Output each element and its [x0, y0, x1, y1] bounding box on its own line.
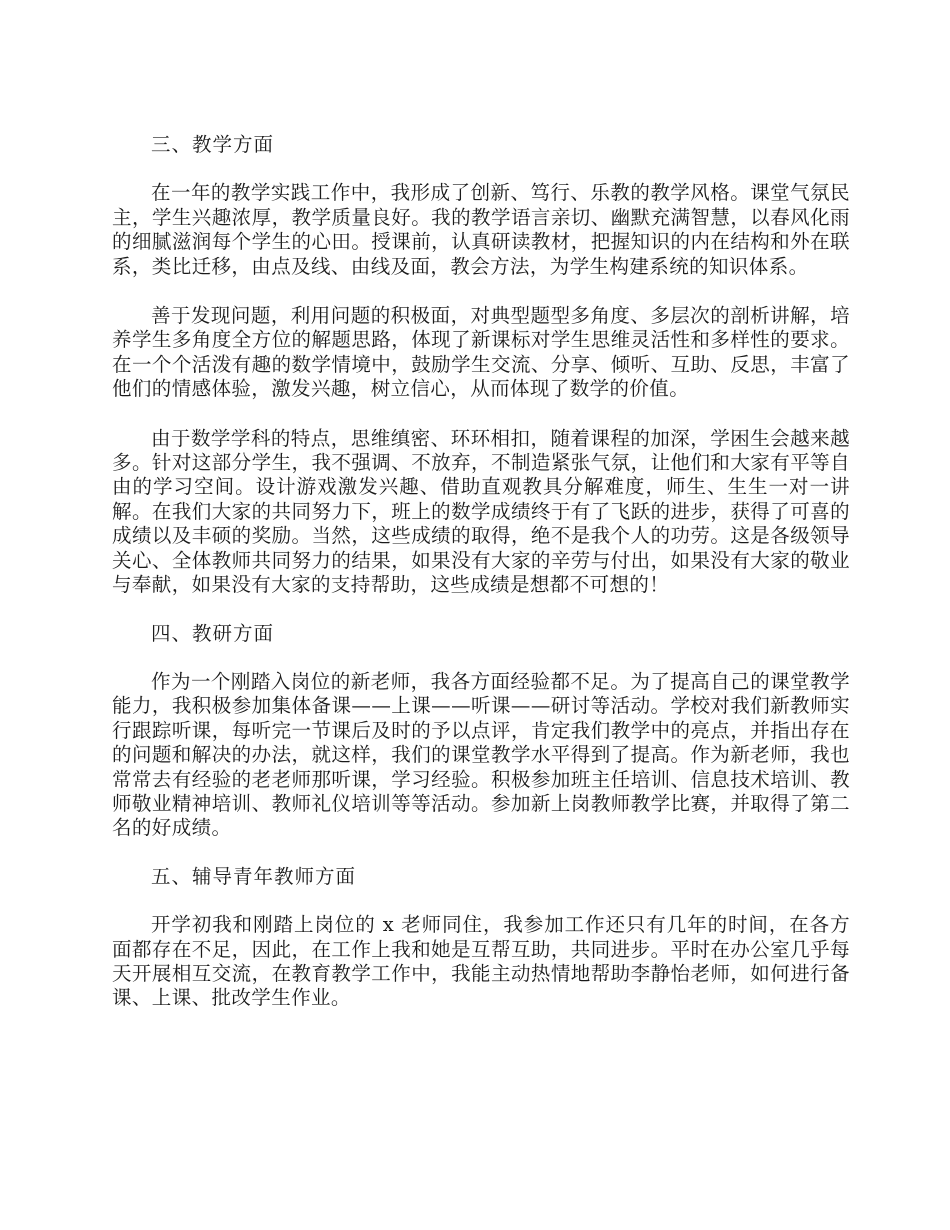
paragraph-research-activities: 作为一个刚踏入岗位的新老师，我各方面经验都不足。为了提高自己的课堂教学能力，我积极参加集体备课——上课——听课——研讨等活动。学校对我们新教师实行跟踪听课，每听完一节课后及时的予以点评，肯定我们教学中的亮点，并指出存在的问题和解决的办法，就这样，我们的课堂教学水平得到了提高。作为新老师，我也常常去有经验的老老师那听课，学习经验。积极参加班主任培训、信息技术培训、教师敬业精神培训、教师礼仪培训等等活动。参加新上岗教师教学比赛，并取得了第二名的好成绩。 [112, 669, 850, 840]
document-page [112, 133, 850, 1011]
section-heading-teaching: 三、教学方面 [151, 133, 275, 156]
section-heading-research: 四、教研方面 [151, 621, 275, 645]
paragraph-mentoring: 开学初我和刚踏上岗位的 x 老师同住，我参加工作还只有几年的时间，在各方面都存在不足，因此，在工作上我和她是互帮互助，共同进步。平时在办公室几乎每天开展相互交流，在教育教学工作中，我能主动热情地帮助李静怡老师，如何进行备课、上课、批改学生作业。 [112, 913, 850, 1010]
paragraph-struggling-students: 由于数学学科的特点，思维缜密、环环相扣，随着课程的加深，学困生会越来越多。针对这部分学生，我不强调、不放弃，不制造紧张气氛，让他们和大家有平等自由的学习空间。设计游戏激发兴趣、借助直观教具分解难度，师生、生生一对一讲解。在我们大家的共同努力下，班上的数学成绩终于有了飞跃的进步，获得了可喜的成绩以及丰硕的奖励。当然，这些成绩的取得，绝不是我个人的功劳。这是各级领导关心、全体教师共同努力的结果，如果没有大家的辛劳与付出，如果没有大家的敬业与奉献，如果没有大家的支持帮助，这些成绩是想都不可想的！ [112, 426, 850, 597]
section-heading-mentoring: 五、辅导青年教师方面 [151, 864, 357, 888]
paragraph-teaching-style: 在一年的教学实践工作中，我形成了创新、笃行、乐教的教学风格。课堂气氛民主，学生兴趣浓厚，教学质量良好。我的教学语言亲切、幽默充满智慧，以春风化雨的细腻滋润每个学生的心田。授课前，认真研读教材，把握知识的内在结构和外在联系，类比迁移，由点及线、由线及面，教会方法，为学生构建系统的知识体系。 [112, 181, 850, 278]
paragraph-problem-solving: 善于发现问题，利用问题的积极面，对典型题型多角度、多层次的剖析讲解，培养学生多角度全方位的解题思路，体现了新课标对学生思维灵活性和多样性的要求。在一个个活泼有趣的数学情境中，鼓励学生交流、分享、倾听、互助、反思，丰富了他们的情感体验，激发兴趣，树立信心，从而体现了数学的价值。 [112, 304, 850, 401]
